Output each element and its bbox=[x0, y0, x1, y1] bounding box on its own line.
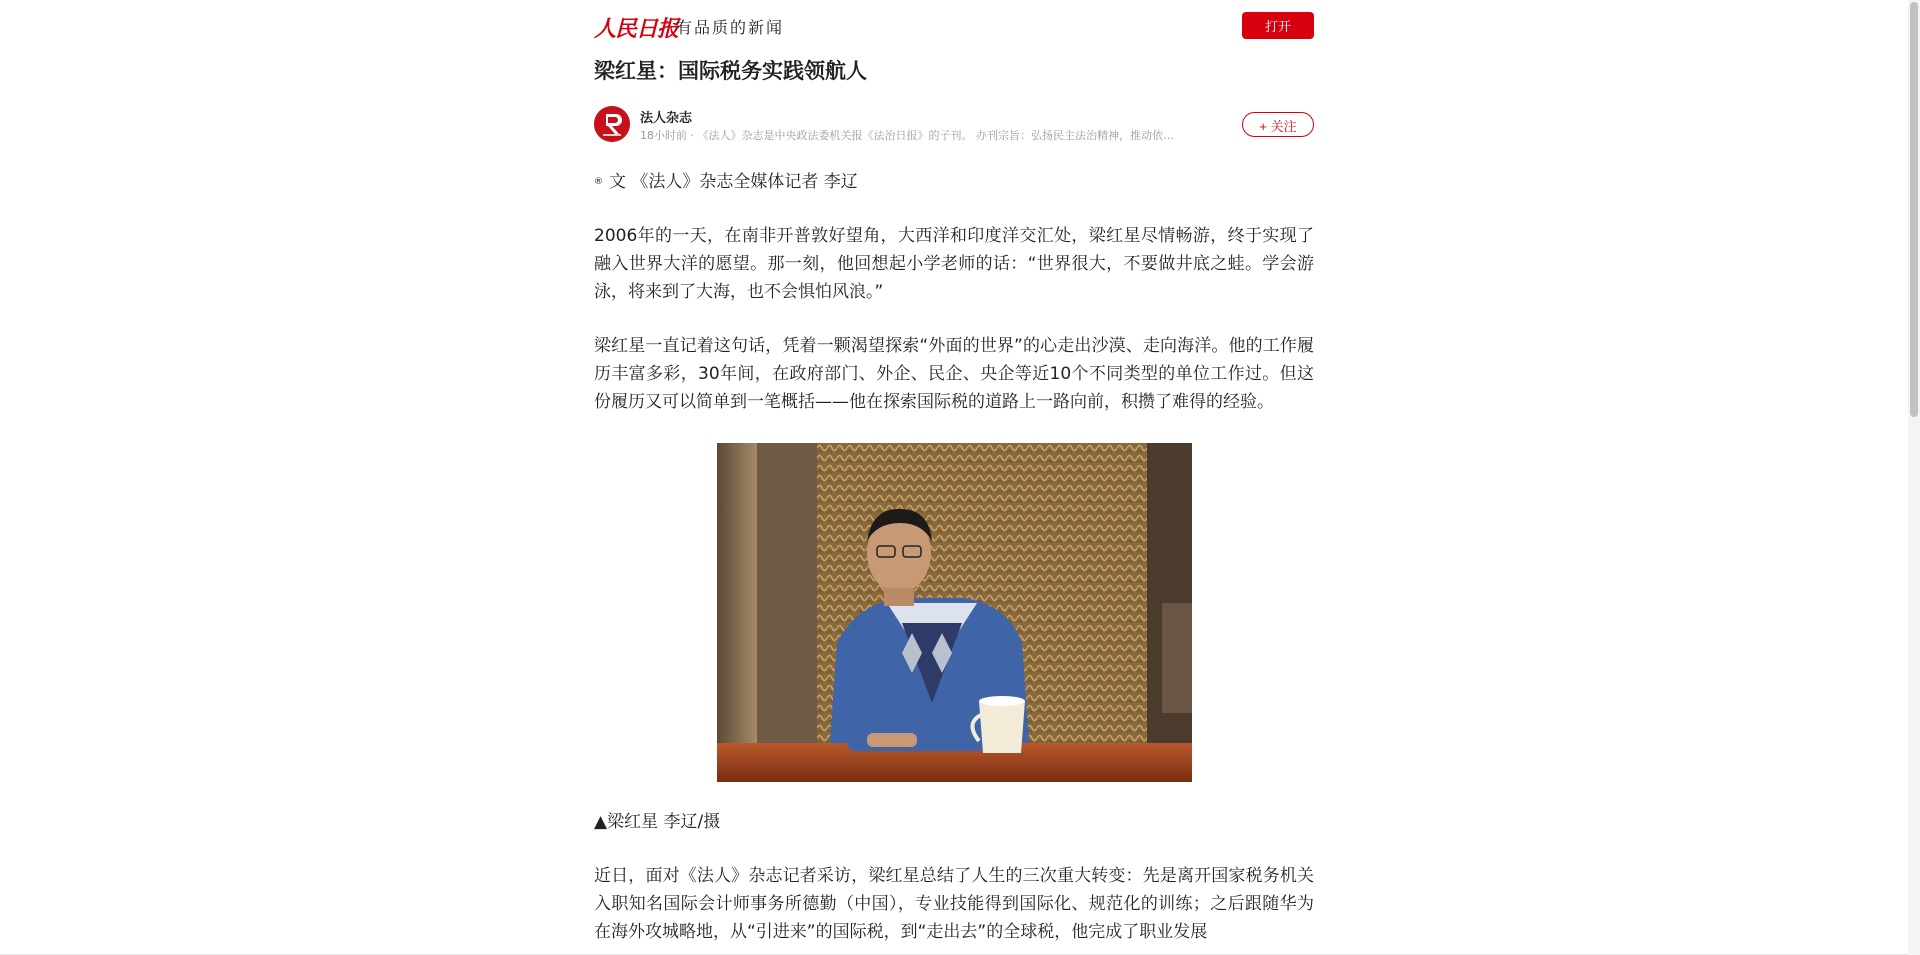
article-title: 梁红星：国际税务实践领航人 bbox=[594, 59, 867, 83]
slogan: 有品质的新闻 bbox=[676, 18, 785, 37]
author-meta: 18小时前 · 《法人》杂志是中央政法委机关报《法治日报》的子刊。 办刊宗旨：弘扬民主法治精神，推动依… bbox=[640, 129, 1174, 142]
paragraph-1: 2006年的一天，在南非开普敦好望角，大西洋和印度洋交汇处，梁红星尽情畅游，终于实现了融入世界大洋的愿望。那一刻，他回想起小学老师的话：“世界很大，不要做井底之蛙。学会游泳，将来到了大海，也不会惧怕风浪。” bbox=[594, 226, 1314, 302]
follow-button[interactable]: + 关注 bbox=[1242, 112, 1314, 137]
author-name[interactable]: 法人杂志 bbox=[640, 111, 693, 126]
article-column bbox=[594, 0, 1314, 946]
author-avatar[interactable] bbox=[594, 106, 630, 142]
byline-text: 文 《法人》杂志全媒体记者 李辽 bbox=[609, 172, 858, 192]
paragraph-2: 梁红星一直记着这句话，凭着一颗渴望探索“外面的世界”的心走出沙漠、走向海洋。他的工作履历丰富多彩，30年间，在政府部门、外企、民企、央企等近10个不同类型的单位工作过。但这份履历又可以简单到一笔概括——他在探索国际税的道路上一路向前，积攒了难得的经验。 bbox=[594, 336, 1314, 412]
vertical-scrollbar[interactable] bbox=[1908, 0, 1920, 955]
top-bar bbox=[594, 0, 1314, 52]
paragraph-3: 近日，面对《法人》杂志记者采访，梁红星总结了人生的三次重大转变：先是离开国家税务机关入职知名国际会计师事务所德勤（中国），专业技能得到国际化、规范化的训练；之后跟随华为在海外攻城略地，从“引进来”的国际税，到“走出去”的全球税，他完成了职业发展 bbox=[594, 866, 1314, 942]
article-photo[interactable] bbox=[717, 443, 1192, 782]
byline bbox=[594, 168, 1314, 196]
peoples-daily-logo[interactable]: 人民日报 bbox=[594, 16, 679, 42]
registered-mark: ® bbox=[594, 177, 603, 187]
open-app-button[interactable]: 打开 bbox=[1242, 12, 1314, 39]
scrollbar-thumb[interactable] bbox=[1910, 2, 1918, 417]
fareng-magazine-logo-icon bbox=[594, 106, 630, 142]
photo-caption: ▲梁红星 李辽/摄 bbox=[594, 812, 721, 832]
author-row bbox=[594, 106, 1314, 158]
portrait-photo-image bbox=[717, 443, 1192, 782]
